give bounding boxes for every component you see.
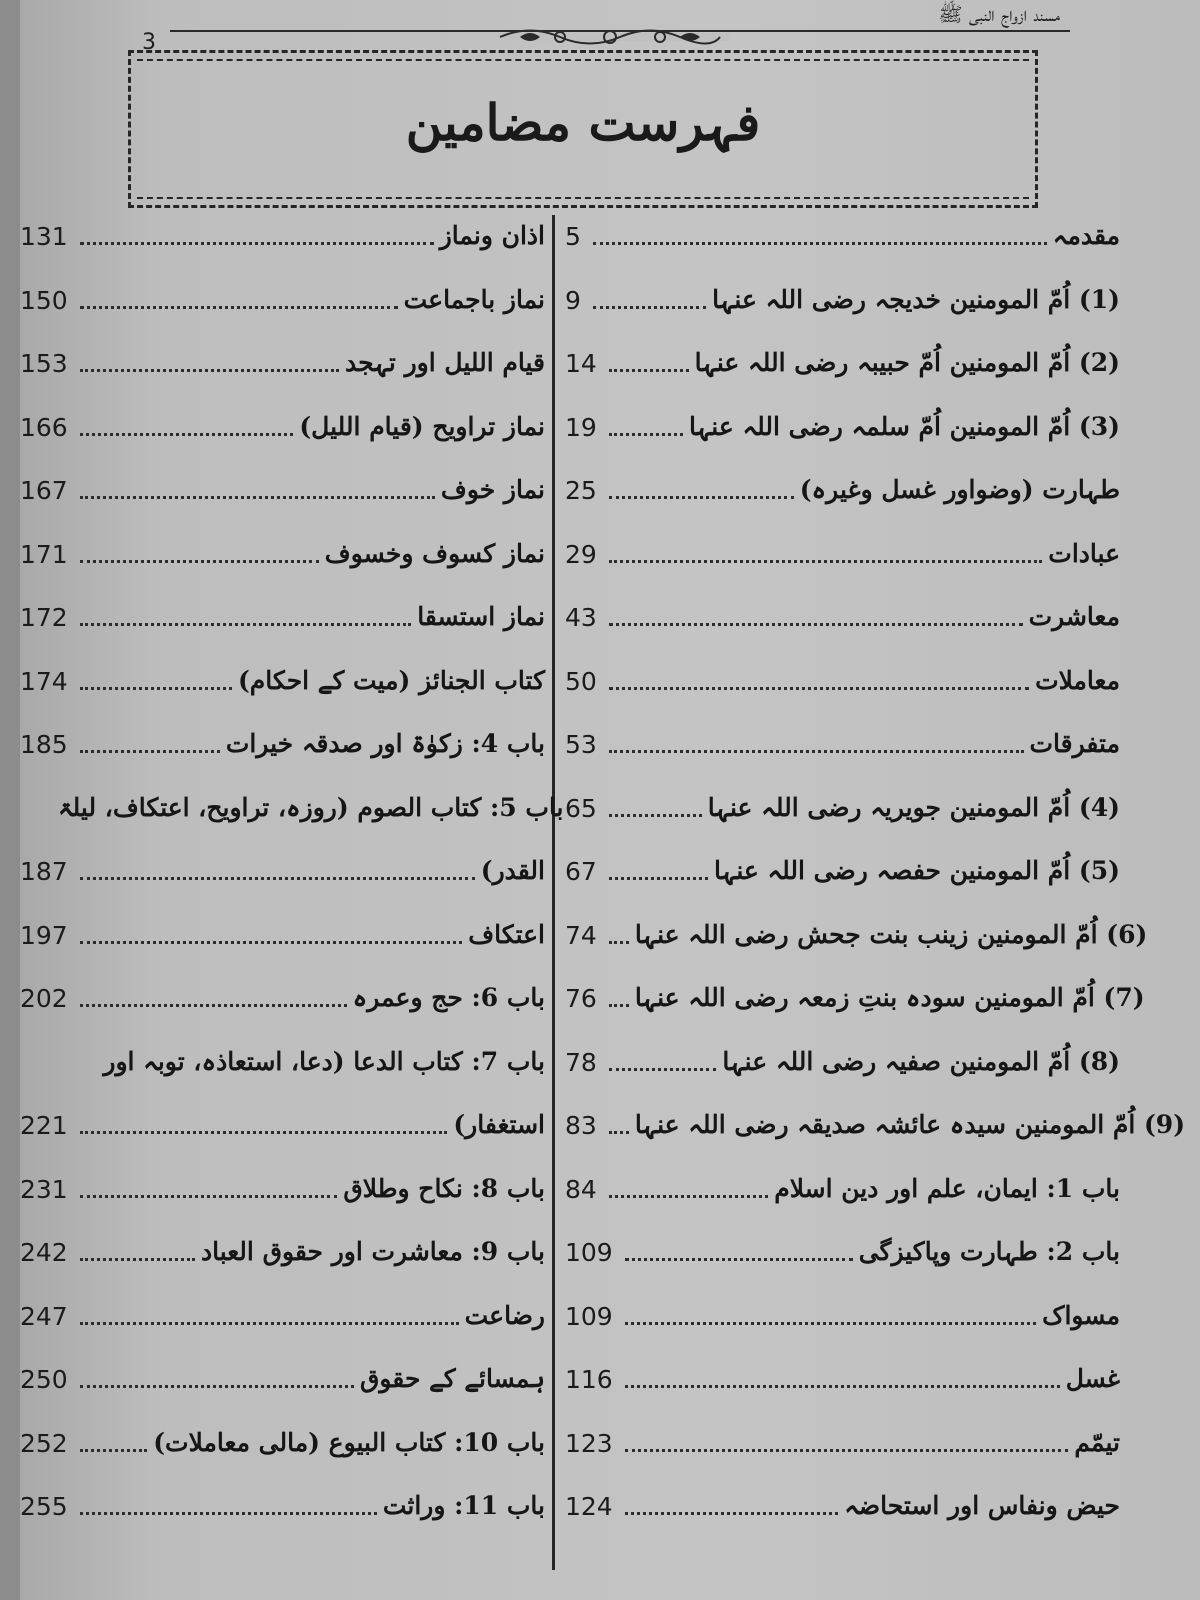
toc-entry-title: طہارت (وضواور غسل وغیرہ): [799, 475, 1120, 504]
toc-entry-title: متفرقات: [1029, 729, 1120, 758]
running-head: مسند ازواج النبی ﷺ: [938, 2, 1060, 26]
toc-entry-title: عبادات: [1048, 538, 1120, 568]
toc-entry-title: کتاب الجنائز (میت کے احکام): [237, 665, 545, 695]
toc-page-number: 131: [20, 222, 68, 251]
toc-entry: [565, 850, 1120, 890]
toc-page-number: [20, 823, 26, 827]
toc-page-number: 242: [20, 1238, 68, 1267]
toc-entry: [20, 914, 545, 954]
toc-leader-dots: [609, 1195, 768, 1198]
toc-page-number: 185: [20, 730, 68, 759]
toc-leader-dots: [609, 687, 1029, 690]
toc-entry-title: (6) اُمّ المومنین زینب بنت جحش رضی اللہ عنہا: [634, 919, 1148, 949]
toc-page-number: 247: [20, 1301, 68, 1331]
toc-leader-dots: [625, 1258, 853, 1261]
toc-leader-dots: [80, 560, 319, 563]
toc-entry-title: باب 2: طہارت وپاکیزگی: [858, 1237, 1120, 1266]
column-divider: [552, 215, 555, 1570]
toc-leader-dots: [609, 877, 708, 880]
toc-entry-title: نماز باجماعت: [403, 284, 545, 314]
toc-entry-title: نماز استسقا: [417, 602, 545, 631]
toc-entry: [565, 1485, 1120, 1525]
toc-page-number: 109: [565, 1301, 613, 1331]
toc-entry-title: باب 4: زکوٰۃ اور صدقہ خیرات: [225, 729, 545, 758]
toc-entry: [20, 1104, 545, 1144]
toc-page-number: 74: [565, 920, 597, 950]
ornament-icon: [490, 24, 730, 50]
toc-leader-dots: [80, 306, 398, 309]
toc-entry: [20, 850, 545, 890]
toc-page-number: 174: [20, 666, 68, 696]
toc-entry-title: مسواک: [1042, 1300, 1120, 1330]
toc-entry: [565, 914, 1148, 954]
toc-page-number: 78: [565, 1047, 597, 1077]
toc-page-number: 67: [565, 857, 597, 886]
toc-entry-title: تیمّم: [1074, 1427, 1120, 1457]
toc-entry-title: باب 5: کتاب الصوم (روزہ، تراویح، اعتکاف، لیلۃ: [58, 792, 564, 822]
toc-entry: [565, 1041, 1120, 1081]
toc-entry-title: (5) اُمّ المومنین حفصہ رضی اللہ عنہا: [714, 856, 1120, 885]
toc-entry: [565, 787, 1120, 827]
toc-page-number: 167: [20, 476, 68, 505]
toc-entry: [20, 1422, 545, 1462]
toc-page-number: 231: [20, 1174, 68, 1204]
toc-entry-title: باب 6: حج وعمرہ: [352, 983, 545, 1012]
toc-leader-dots: [609, 814, 702, 817]
toc-entry-title: (8) اُمّ المومنین صفیہ رضی اللہ عنہا: [722, 1046, 1120, 1076]
toc-page-number: 84: [565, 1174, 597, 1204]
toc-entry-title: (3) اُمّ المومنین اُمّ سلمہ رضی اللہ عنہا: [689, 411, 1120, 441]
toc-leader-dots: [80, 941, 463, 944]
toc-entry-title: (9) اُمّ المومنین سیدہ عائشہ صدیقہ رضی اللہ عنہا: [634, 1110, 1186, 1139]
toc-entry-title: اعتکاف: [468, 919, 545, 949]
toc-leader-dots: [609, 496, 794, 499]
toc-entry: [20, 469, 545, 509]
toc-leader-dots: [80, 1195, 338, 1198]
toc-leader-dots: [625, 1512, 839, 1515]
toc-leader-dots: [625, 1322, 1036, 1325]
toc-entry-title: مقدمہ: [1052, 221, 1120, 250]
toc-entry-title: نماز خوف: [440, 475, 545, 504]
toc-page-number: 123: [565, 1428, 613, 1458]
toc-leader-dots: [80, 750, 220, 753]
toc-entry: [20, 342, 545, 382]
toc-entry: [565, 1295, 1120, 1335]
toc-leader-dots: [80, 1131, 448, 1134]
toc-entry: [20, 1295, 545, 1335]
toc-entry-title: استغفار): [453, 1110, 545, 1139]
toc-leader-dots: [609, 941, 629, 944]
toc-leader-dots: [609, 750, 1024, 753]
toc-leader-dots: [609, 1068, 717, 1071]
toc-leader-dots: [80, 1512, 377, 1515]
toc-leader-dots: [609, 1131, 629, 1134]
toc-entry: [565, 342, 1120, 382]
toc-leader-dots: [80, 1004, 347, 1007]
toc-page-number: 202: [20, 984, 68, 1013]
toc-leader-dots: [609, 1004, 629, 1007]
toc-page-number: [20, 1077, 26, 1081]
toc-entry: [565, 279, 1120, 319]
toc-page-number: 14: [565, 349, 597, 378]
toc-leader-dots: [625, 1385, 1060, 1388]
toc-leader-dots: [609, 433, 683, 436]
toc-entry-title: غسل: [1065, 1364, 1120, 1393]
toc-leader-dots: [80, 1449, 148, 1452]
toc-entry: [20, 723, 545, 763]
toc-page-number: 172: [20, 603, 68, 632]
toc-page-number: 197: [20, 920, 68, 950]
toc-leader-dots: [80, 623, 411, 626]
toc-entry: [20, 406, 545, 446]
toc-entry: [20, 1168, 545, 1208]
toc-entry-title: اذان ونماز: [439, 221, 545, 250]
toc-leader-dots: [625, 1449, 1069, 1452]
toc-leader-dots: [80, 496, 435, 499]
toc-page-number: 53: [565, 730, 597, 759]
toc-entry: [20, 215, 545, 255]
toc-entry: [565, 1104, 1186, 1144]
toc-page-number: 255: [20, 1492, 68, 1521]
toc-page-number: 76: [565, 984, 597, 1013]
toc-page-number: 109: [565, 1238, 613, 1267]
toc-leader-dots: [80, 1322, 459, 1325]
toc-page-number: 150: [20, 285, 68, 315]
toc-leader-dots: [80, 433, 294, 436]
toc-page-number: 65: [565, 793, 597, 823]
toc-entry-title: باب 7: کتاب الدعا (دعا، استعاذہ، توبہ اور: [103, 1046, 545, 1076]
toc-entry: [565, 406, 1120, 446]
toc-page-number: 5: [565, 222, 581, 251]
toc-entry: [565, 596, 1120, 636]
toc-entry: [20, 279, 545, 319]
toc-entry-title: معاملات: [1035, 665, 1120, 695]
toc-page-number: 9: [565, 285, 581, 315]
toc-page-number: 124: [565, 1492, 613, 1521]
toc-leader-dots: [609, 623, 1023, 626]
toc-entry: [20, 660, 545, 700]
toc-entry: [565, 1358, 1120, 1398]
toc-entry: [565, 1422, 1120, 1462]
toc-entry-title: (2) اُمّ المومنین اُمّ حبیبہ رضی اللہ عنہا: [694, 348, 1120, 377]
toc-entry-title: نماز تراویح (قیام اللیل): [299, 411, 545, 441]
toc-page-number: 187: [20, 857, 68, 886]
toc-page-number: 171: [20, 539, 68, 569]
toc-page-number: 43: [565, 603, 597, 632]
toc-entry: [565, 215, 1120, 255]
toc-page-number: 29: [565, 539, 597, 569]
toc-leader-dots: [80, 242, 434, 245]
toc-leader-dots: [609, 560, 1042, 563]
toc-entry-title: (4) اُمّ المومنین جویریہ رضی اللہ عنہا: [707, 792, 1120, 822]
toc-page-number: 153: [20, 349, 68, 378]
toc-leader-dots: [80, 877, 475, 880]
toc-entry-title: نماز کسوف وخسوف: [324, 538, 545, 568]
toc-entry: [20, 787, 564, 827]
toc-entry: [565, 977, 1145, 1017]
page-title: فہرست مضامین: [405, 93, 761, 152]
toc-entry-title: باب 10: کتاب البیوع (مالی معاملات): [153, 1427, 545, 1457]
book-page: [20, 0, 1200, 1600]
toc-page-number: 221: [20, 1111, 68, 1140]
toc-leader-dots: [609, 369, 689, 372]
toc-entry: [20, 1041, 545, 1081]
toc-leader-dots: [593, 242, 1047, 245]
toc-entry: [565, 660, 1120, 700]
toc-entry: [565, 1168, 1120, 1208]
toc-page-number: 116: [565, 1365, 613, 1394]
toc-entry: [565, 469, 1120, 509]
toc-entry: [20, 1358, 545, 1398]
toc-entry-title: رضاعت: [464, 1300, 545, 1330]
toc-page-number: 252: [20, 1428, 68, 1458]
toc-entry: [20, 1231, 545, 1271]
toc-page-number: 250: [20, 1365, 68, 1394]
toc-page-number: 19: [565, 412, 597, 442]
toc-entry-title: معاشرت: [1028, 602, 1120, 631]
toc-leader-dots: [80, 1258, 195, 1261]
toc-entry: [565, 533, 1120, 573]
toc-entry-title: باب 1: ایمان، علم اور دین اسلام: [774, 1173, 1120, 1203]
title-box: [128, 50, 1038, 208]
toc-entry-title: باب 11: وراثت: [382, 1491, 545, 1520]
toc-entry: [20, 533, 545, 573]
toc-leader-dots: [80, 369, 339, 372]
toc-leader-dots: [80, 687, 232, 690]
toc-page-number: 83: [565, 1111, 597, 1140]
toc-entry: [20, 596, 545, 636]
toc-entry: [20, 1485, 545, 1525]
toc-page-number: 50: [565, 666, 597, 696]
toc-entry-title: قیام اللیل اور تہجد: [345, 348, 545, 377]
toc-leader-dots: [80, 1385, 354, 1388]
toc-leader-dots: [593, 306, 706, 309]
toc-entry-title: (7) اُمّ المومنین سودہ بنتِ زمعہ رضی اللہ عنہا: [634, 983, 1145, 1012]
toc-entry-title: القدر): [480, 856, 545, 885]
toc-entry-title: (1) اُمّ المومنین خدیجہ رضی اللہ عنہا: [712, 284, 1120, 314]
page-number: 3: [142, 30, 156, 55]
toc-entry-title: ہمسائے کے حقوق: [360, 1364, 545, 1393]
toc-entry: [20, 977, 545, 1017]
toc-entry-title: باب 9: معاشرت اور حقوق العباد: [200, 1237, 545, 1266]
toc-page-number: 166: [20, 412, 68, 442]
toc-entry: [565, 723, 1120, 763]
toc-entry: [565, 1231, 1120, 1271]
toc-entry-title: باب 8: نکاح وطلاق: [343, 1173, 545, 1203]
toc-page-number: 25: [565, 476, 597, 505]
toc-entry-title: حیض ونفاس اور استحاضہ: [844, 1491, 1120, 1520]
